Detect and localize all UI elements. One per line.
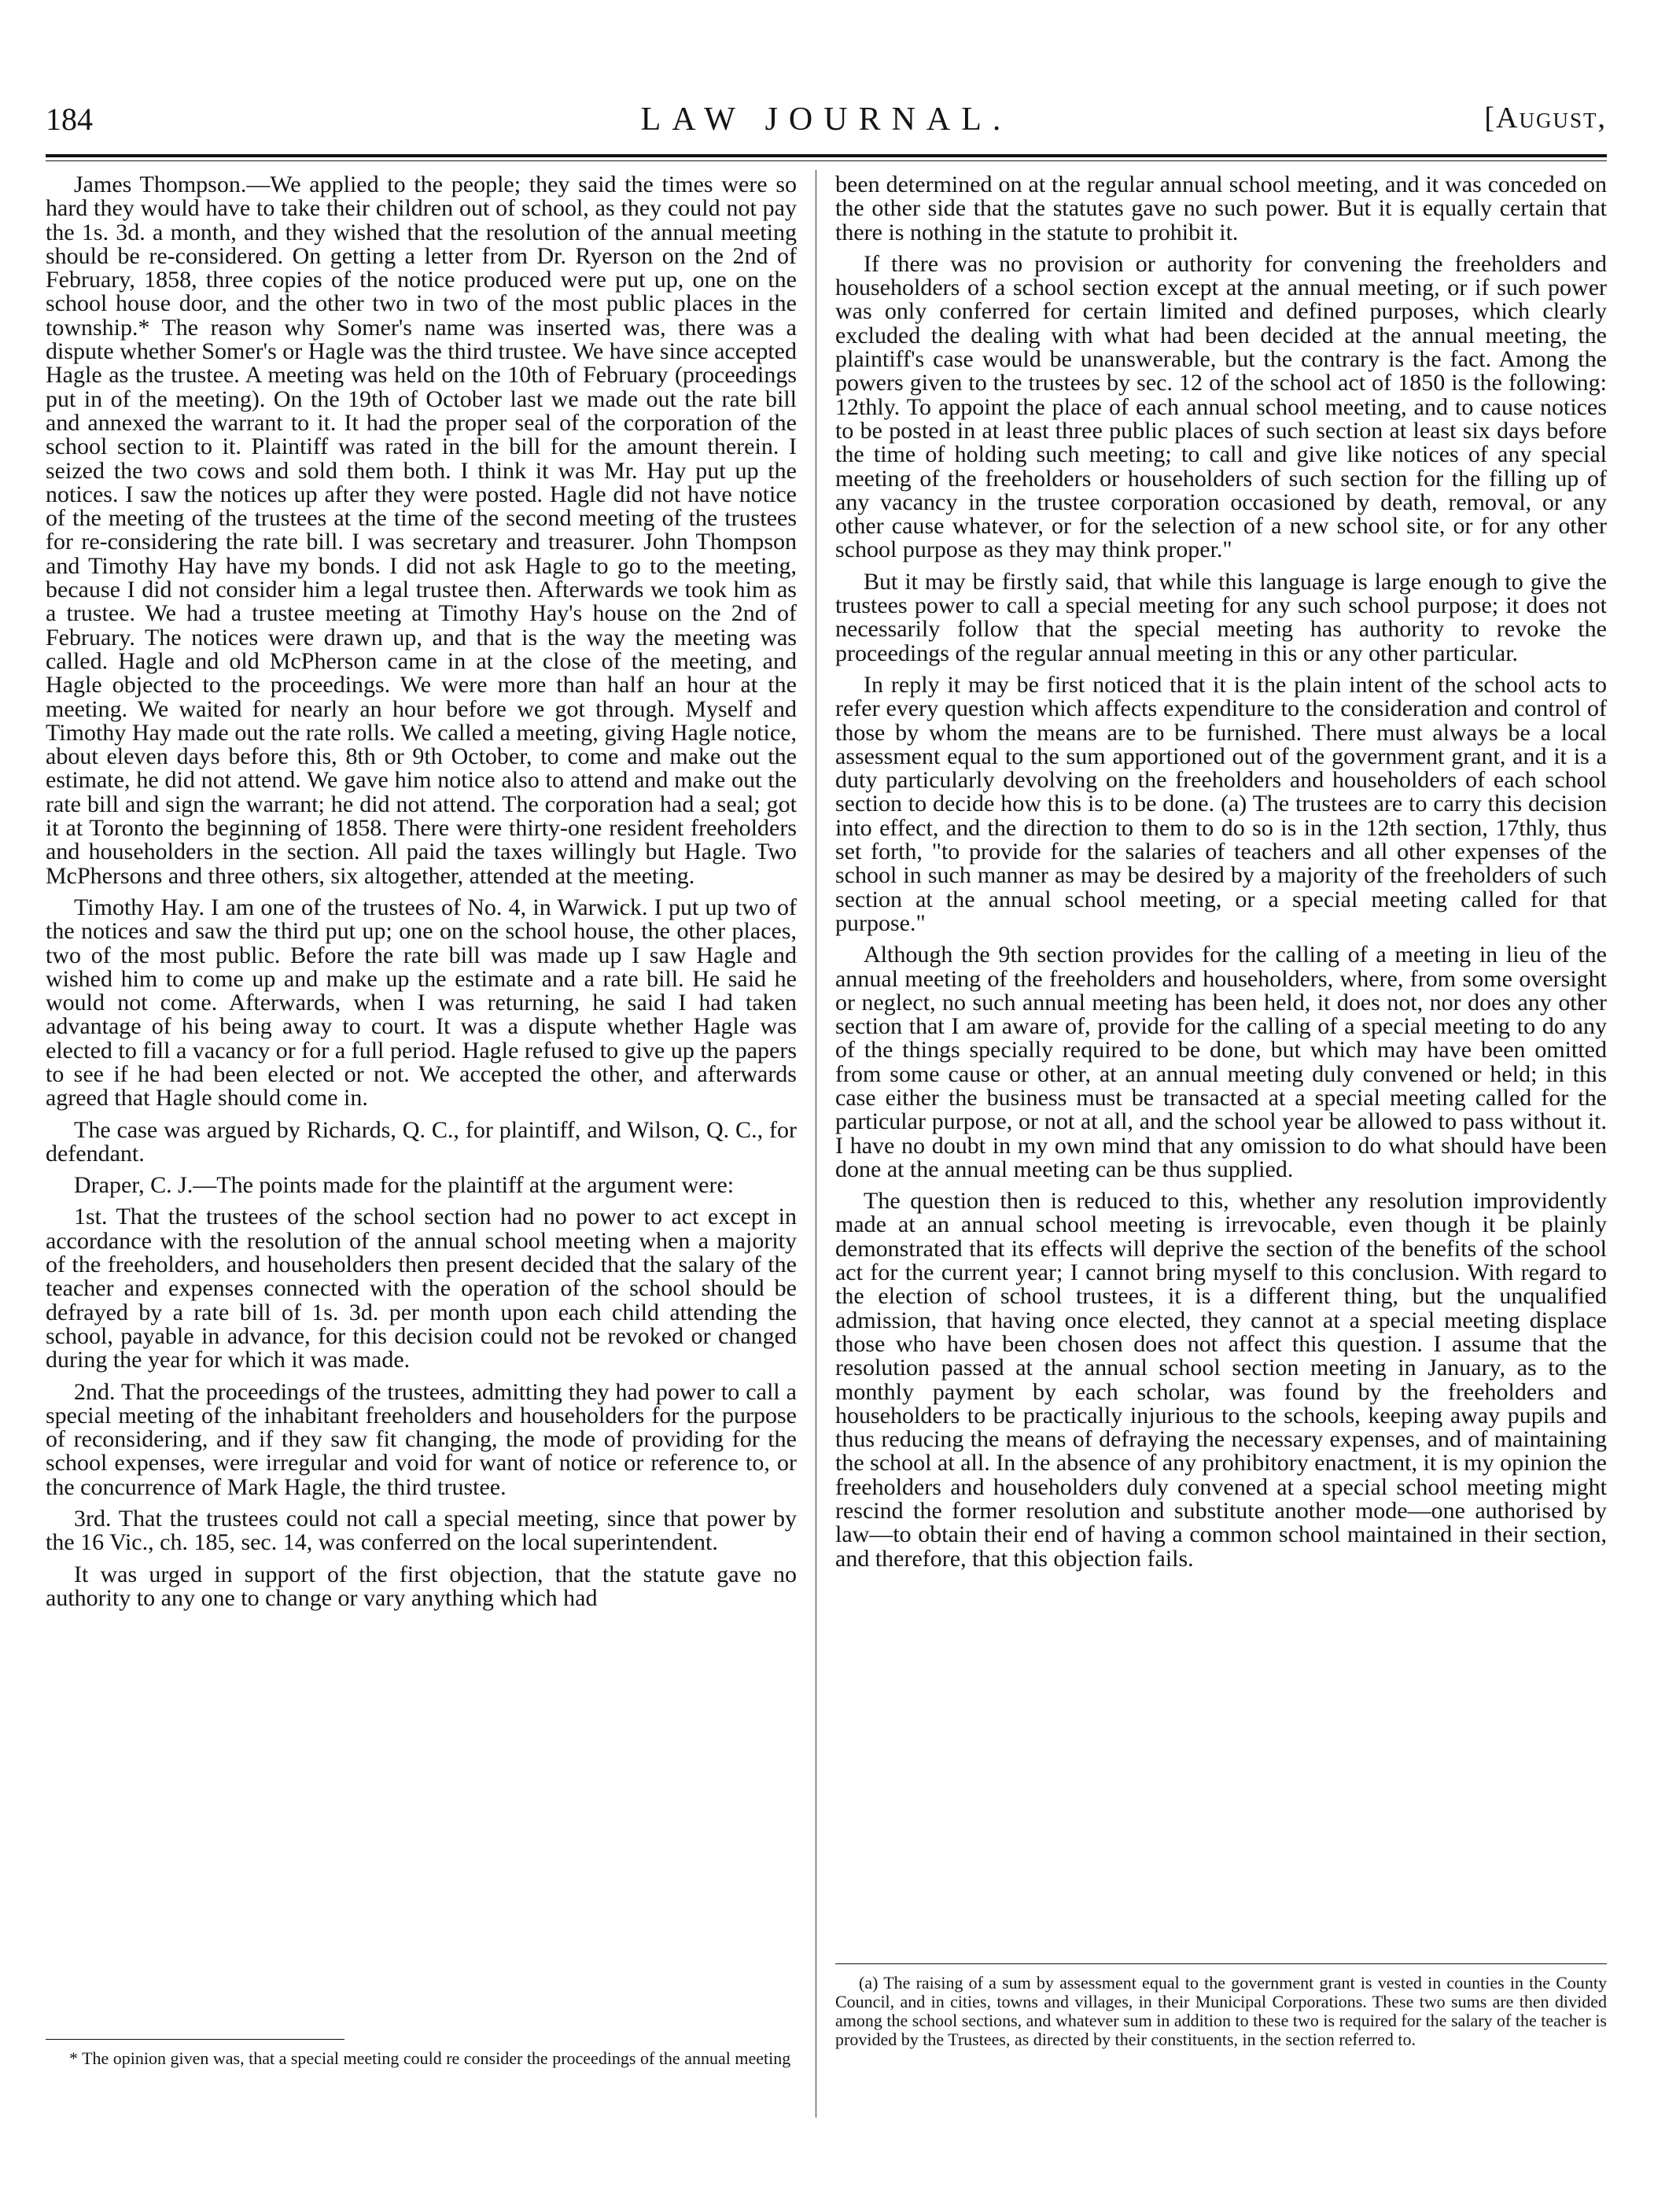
left-paragraph: 1st. That the trustees of the school section had no power to act except in accordance with the resolution of the annual school meeting when a majority of the freeholders, and householders then present decided that the salary of the teacher and expenses connected with the operation of the school should be defrayed by a rate bill of 1s. 3d. per month upon each child attending the school, payable in advance, for this decision could not be revoked or changed during the year for which it was made.: [46, 1204, 797, 1373]
left-column: [46, 173, 797, 1618]
right-paragraph: In reply it may be first noticed that it is the plain intent of the school acts to refer every question which affects expenditure to the consideration and control of those by whom the means are to be furnished. There must always be a local assessment equal to the sum apportioned out of the government grant, and it is a duty particularly devolving on the freeholders and householders of each school section to decide how this is to be done. (a) The trustees are to carry this decision into effect, and the direction to them to do so is in the 12th section, 17thly, thus set forth, "to provide for the salaries of teachers and all other expenses of the school in such manner as may be desired by a majority of the freeholders of such section at the annual school meeting, or a special meeting called for that purpose.": [835, 671, 1607, 936]
left-paragraph: The case was argued by Richards, Q. C., for plaintiff, and Wilson, Q. C., for defendant.: [46, 1116, 797, 1167]
right-paragraph: been determined on at the regular annual school meeting, and it was conceded on the other side that the statutes gave no such power. But it is equally certain that there is nothing in the statute to prohibit it.: [835, 171, 1607, 245]
left-paragraph: It was urged in support of the first objection, that the statute gave no authority to any one to change or vary anything which had: [46, 1561, 797, 1611]
right-paragraph: The question then is reduced to this, whether any resolution improvidently made at an annual school meeting is irrevocable, even though it be plainly demonstrated that its effects will deprive the section of the benefits of the school act for the current year; I cannot bring myself to this conclusion. With regard to the election of school trustees, it is a different thing, but the unqualified admission, that having once elected, they cannot at a special meeting displace those who have been chosen does not affect this question. I assume that the resolution passed at the annual school section meeting in January, as to the monthly payment by each scholar, was found by the freeholders and householders to be practically injurious to the schools, keeping away pupils and thus reducing the means of defraying the necessary expenses, and of maintaining the school at all. In the absence of any prohibitory enactment, it is my opinion the freeholders and householders duly convened at a special school meeting might rescind the former resolution and substitute another mode—one authorised by law—to obtain their end of having a common school maintained in their section, and therefore, that this objection fails.: [835, 1188, 1607, 1572]
header-rule-thin: [46, 160, 1607, 161]
right-paragraph: Although the 9th section provides for the calling of a meeting in lieu of the annual meeting of the freeholders and householders, where, from some oversight or neglect, no such annual meeting has been held, it does not, nor does any other section that I am aware of, provide for the calling of a special meeting to do any of the things specially required to be done, but which may have been omitted from some cause or other, at an annual meeting duly convened or held; in this case either the business must be transacted at a special meeting called for the particular purpose, or not at all, and the school year be allowed to pass without it. I have no doubt in my own mind that any omission to do what should have been done at the annual meeting can be thus supplied.: [835, 942, 1607, 1182]
footnote-rule: [46, 2039, 344, 2040]
right-footnote: [835, 1963, 1607, 2049]
header-rule-thick: [46, 154, 1607, 157]
right-paragraph: If there was no provision or authority for convening the freeholders and householders of a school section except at the annual meeting, or if such power was only conferred for certain limited and defined purposes, which clearly excluded the dealing with what had been decided at the annual meeting, the plaintiff's case would be unanswerable, but the contrary is the fact. Among the powers given to the trustees by sec. 12 of the school act of 1850 is the following: 12thly. To appoint the place of each annual school meeting, and to cause notices to be posted in at least three public places of such section at least six days before the time of holding such meeting; to call and give like notices of any special meeting of the freeholders or householders of such section for the filling up of any vacancy in the trustee corporation occasioned by death, removal, or any other cause whatever, or for the selection of a new school site, or for any other school purpose as they may think proper.": [835, 250, 1607, 563]
left-paragraph: Timothy Hay. I am one of the trustees of No. 4, in Warwick. I put up two of the notices and saw the third put up; one on the school house, the other places, two of the most public. Before the rate bill was made up I saw Hagle and wished him to come up and make up the estimate and a rate bill. He said he would not come. Afterwards, when I was returning, he said I had taken advantage of his being away to court. It was a dispute whether Hagle was elected to fill a vacancy or for a full period. Hagle refused to give up the papers to see if he had been elected or not. We accepted the other, and afterwards agreed that Hagle should come in.: [46, 894, 797, 1112]
left-paragraph: 3rd. That the trustees could not call a special meeting, since that power by the 16 Vic., ch. 185, sec. 14, was conferred on the local superintendent.: [46, 1506, 797, 1556]
right-column: [835, 173, 1607, 1579]
running-header: [46, 101, 1607, 148]
footnote-text: (a) The raising of a sum by assessment equal to the government grant is vested in counties in the County Council, and in cities, towns and villages, in their Municipal Corporations. These two sums are then divided among the school sections, and whatever sum in addition to these two is required for the salary of the teacher is provided by the Trustees, as directed by their constituents, in the section referred to.: [835, 1973, 1607, 2049]
left-paragraph: 2nd. That the proceedings of the trustees, admitting they had power to call a special meeting of the inhabitant freeholders and householders for the purpose of reconsidering, and if they saw fit changing, the mode of providing for the school expenses, were irregular and void for want of notice or reference to, or the concurrence of Mark Hagle, the third trustee.: [46, 1378, 797, 1500]
footnote-rule: [835, 1963, 1607, 1964]
header-month: [August,: [1484, 101, 1607, 135]
page-number: 184: [46, 101, 93, 137]
journal-title: LAW JOURNAL.: [640, 101, 1012, 138]
footnote-text: * The opinion given was, that a special meeting could re consider the proceedings of the annual meeting: [69, 2048, 791, 2068]
left-paragraph: James Thompson.—We applied to the people; they said the times were so hard they would have to take their children out of school, as they could not pay the 1s. 3d. a month, and they wished that the resolution of the annual meeting should be re-considered. On getting a letter from Dr. Ryerson on the 2nd of February, 1858, three copies of the notice produced were put up, one on the school house door, and the other two in two of the most public places in the township.* The reason why Somer's name was inserted was, there was a dispute whether Somer's or Hagle was the third trustee. We have since accepted Hagle as the trustee. A meeting was held on the 10th of February (proceedings put in of the meeting). On the 19th of October last we made out the rate bill and annexed the warrant to it. It had the proper seal of the corporation of the school section to it. Plaintiff was rated in the bill for the amount therein. I seized the two cows and sold them both. I think it was Mr. Hay put up the notices. I saw the notices up after they were posted. Hagle did not have notice of the meeting of the trustees at the time of the second meeting of the trustees for re-considering the rate bill. I was secretary and treasurer. John Thompson and Timothy Hay have my bonds. I did not ask Hagle to go to the meeting, because I did not consider him a legal trustee then. Afterwards we took him as a trustee. We had a trustee meeting at Timothy Hay's house on the 2nd of February. The notices were drawn up, and that is the way the meeting was called. Hagle and old McPherson came in at the close of the meeting, and Hagle objected to the proceedings. We were more than half an hour at the meeting. We waited for nearly an hour before we got through. Myself and Timothy Hay made out the rate rolls. We called a meeting, giving Hagle notice, about eleven days before this, 8th or 9th October, to come and make out the estimate, he did not attend. We gave him notice also to attend and make out the rate bill and sign the warrant; he did not attend. The corporation had a seal; got it at Toronto the beginning of 1858. There were thirty-one resident freeholders and householders in the section. All paid the taxes willingly but Hagle. Two McPhersons and three others, six altogether, attended at the meeting.: [46, 171, 797, 889]
left-footnote: [46, 2039, 797, 2068]
left-paragraph: Draper, C. J.—The points made for the plaintiff at the argument were:: [74, 1172, 735, 1199]
right-paragraph: But it may be firstly said, that while this language is large enough to give the trustees power to call a special meeting for any such school purpose; it does not necessarily follow that the special meeting has authority to revoke the proceedings of the regular annual meeting in this or any other particular.: [835, 568, 1607, 666]
